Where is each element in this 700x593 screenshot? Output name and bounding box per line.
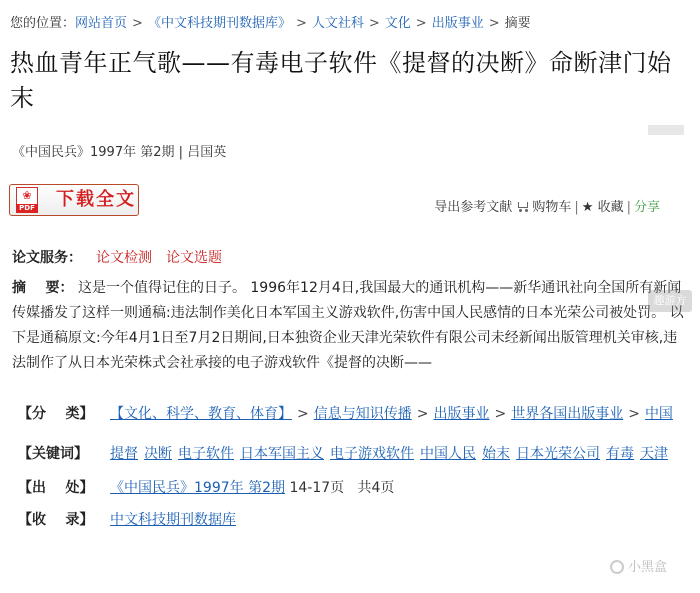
cart-icon [516, 201, 530, 212]
breadcrumb-culture-link[interactable]: 文化 [384, 16, 411, 31]
classification-row: 【分 类】 【文化、科学、教育、体育】 > 信息与知识传播 > 出版事业 > 世界各国出版事业 > 中国 [18, 400, 690, 428]
page-count: 共4页 [357, 480, 395, 496]
source-separator: | [178, 145, 184, 160]
keyword-link[interactable]: 日本光荣公司 [516, 446, 600, 462]
breadcrumb-separator: > [368, 16, 380, 31]
keyword-link[interactable]: 电子软件 [178, 446, 234, 462]
cart-link[interactable]: 购物车 [532, 200, 572, 215]
article-author: 吕国英 [187, 145, 227, 160]
classification-link[interactable]: 中国 [644, 406, 673, 422]
keyword-link[interactable]: 日本军国主义 [240, 446, 324, 462]
keywords-row [18, 440, 690, 468]
indexed-database-link[interactable]: 中文科技期刊数据库 [110, 512, 236, 528]
plagiarism-check-link[interactable]: 论文检测 [96, 250, 152, 266]
watermark-site-text: 小黑盒 [628, 560, 668, 575]
breadcrumb [10, 12, 531, 31]
abstract [12, 276, 688, 376]
abstract-text: 这是一个值得记住的日子。 1996年12月4日,我国最大的通讯机构——新华通讯社向全国所有新闻传媒播发了这样一则通稿:违法制作美化日本军国主义游戏软件,伤害中国人民感情的日本光荣公司被处罚。 以下是通稿原文:今年4月1日至7月2日期间,日本独资企业天津光荣软件有限公司未经新闻出版管理机关审核,违法制作了从日本光荣株式会社承接的电子游戏软件《提督的决断—— [12, 280, 684, 371]
keyword-link[interactable]: 电子游戏软件 [330, 446, 414, 462]
download-button-label: 下载全文 [56, 189, 136, 210]
site-logo-icon [610, 560, 624, 574]
topic-selection-link[interactable]: 论文选题 [166, 250, 222, 266]
classification-link[interactable]: 信息与知识传播 [313, 406, 412, 422]
page-range: 14-17页 [289, 480, 345, 496]
classification-link[interactable]: 出版事业 [433, 406, 490, 422]
favorite-link[interactable]: 收藏 [597, 200, 624, 215]
pdf-icon: ❀ PDF [16, 187, 38, 213]
source-issue-link[interactable]: 《中国民兵》1997年 第2期 [110, 480, 285, 496]
article-source [12, 141, 226, 160]
source-year: 1997年 [90, 145, 137, 160]
abstract-label: 摘 要： [12, 280, 74, 296]
keyword-link[interactable]: 天津 [640, 446, 668, 462]
keyword-link[interactable]: 有毒 [606, 446, 634, 462]
watermark-site [610, 556, 667, 575]
breadcrumb-current: 摘要 [504, 16, 531, 31]
classification-link[interactable]: 【文化、科学、教育、体育】 [110, 406, 292, 422]
indexed-label: 【收 录】 [18, 512, 94, 528]
indexed-row [18, 506, 690, 534]
breadcrumb-separator: > [132, 16, 143, 31]
breadcrumb-home-link[interactable]: 网站首页 [75, 16, 128, 31]
keyword-link[interactable]: 提督 [110, 446, 138, 462]
article-metadata [18, 400, 690, 534]
keywords-label: 【关键词】 [18, 446, 88, 462]
classification-label: 【分 类】 [18, 406, 94, 422]
source-row [18, 474, 690, 502]
watermark-badge: 趣游方 [648, 290, 692, 312]
breadcrumb-separator: > [415, 16, 427, 31]
breadcrumb-humanities-link[interactable]: 人文社科 [311, 16, 364, 31]
paper-services [12, 247, 236, 267]
actions-separator: | [626, 200, 631, 215]
source-label: 【出 处】 [18, 480, 94, 496]
breadcrumb-database-link[interactable]: 《中文科技期刊数据库》 [147, 16, 291, 31]
breadcrumb-prefix: 您的位置： [10, 16, 76, 31]
actions-separator: | [574, 200, 579, 215]
keyword-link[interactable]: 中国人民 [420, 446, 476, 462]
export-citation-link[interactable]: 导出参考文献 [434, 200, 513, 215]
keyword-link[interactable]: 决断 [144, 446, 172, 462]
source-issue: 第2期 [140, 145, 175, 160]
breadcrumb-publishing-link[interactable]: 出版事业 [431, 16, 484, 31]
pdf-icon-text: PDF [16, 204, 38, 213]
breadcrumb-separator: > [488, 16, 500, 31]
star-icon: ★ [581, 200, 594, 215]
article-actions [434, 196, 660, 215]
share-link[interactable]: 分享 [633, 200, 660, 215]
breadcrumb-separator: > [295, 16, 307, 31]
keyword-link[interactable]: 始末 [482, 446, 510, 462]
services-label: 论文服务： [12, 250, 82, 266]
article-title: 热血青年正气歌——有毒电子软件《提督的决断》命断津门始末 [10, 49, 672, 112]
source-journal: 《中国民兵》 [12, 145, 91, 160]
classification-link[interactable]: 世界各国出版事业 [511, 406, 624, 422]
watermark-strip [648, 125, 684, 135]
download-fulltext-button[interactable] [9, 184, 139, 216]
